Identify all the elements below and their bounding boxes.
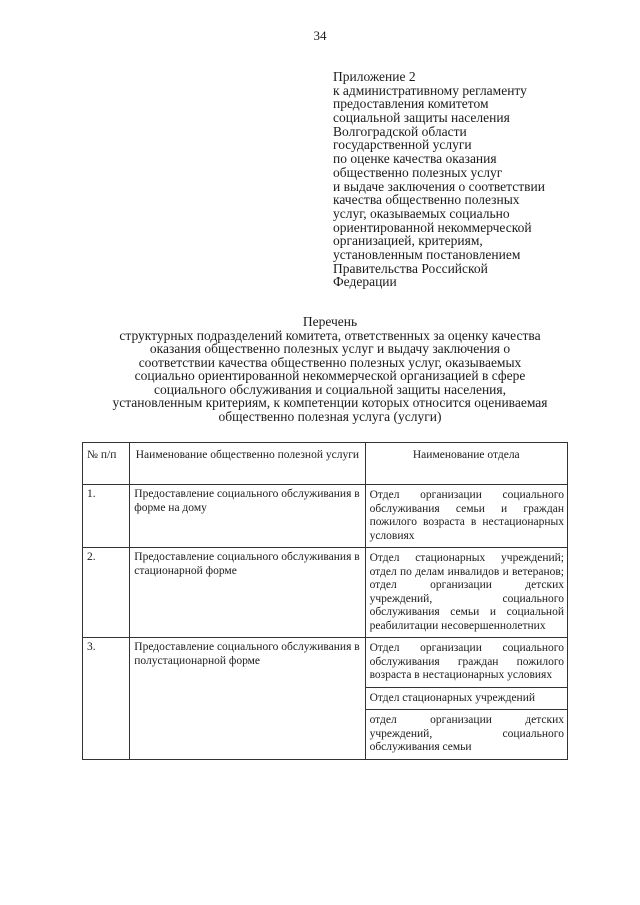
list-title — [0, 315, 640, 423]
header-num: № п/п — [83, 443, 130, 485]
title-line: социального обслуживания и социальной защиты населения, — [154, 381, 506, 397]
row-num: 1. — [83, 485, 130, 548]
page-number: 34 — [313, 28, 327, 43]
row-service: Предоставление социального обслуживания в полустационарной форме — [130, 638, 365, 760]
header-service: Наименование общественно полезной услуги — [130, 443, 365, 485]
appendix-line: ориентированной некоммерческой — [333, 219, 532, 235]
appendix-line: Волгоградской области — [333, 123, 467, 139]
services-table — [82, 442, 568, 760]
appendix-line: организацией, критериям, — [333, 233, 483, 249]
department-entry: Отдел организации социального обслуживания семьи и граждан пожилого возраста в нестационарных условиях — [369, 489, 564, 542]
row-departments — [365, 548, 567, 638]
title-line: социально ориентированной некоммерческой организацией в сфере — [134, 368, 526, 383]
row-service: Предоставление социального обслуживания в форме на дому — [130, 485, 365, 548]
table-row — [83, 548, 568, 638]
appendix-line: предоставления комитетом — [333, 96, 489, 112]
row-departments — [365, 638, 567, 760]
table-row — [83, 485, 568, 548]
appendix-line: к административному регламенту — [333, 82, 527, 98]
appendix-line: государственной услуги — [333, 137, 472, 153]
appendix-line: установленным постановлением — [333, 246, 521, 262]
appendix-line: социальной защиты населения — [333, 110, 510, 126]
title-line: оказания общественно полезных услуг и выдачу заключения о — [149, 341, 511, 356]
appendix-line: и выдаче заключения о соответствии — [333, 178, 545, 194]
department-entry: Отдел стационарных учреждений — [366, 687, 567, 710]
title-line: общественно полезная услуга (услуги) — [218, 408, 442, 424]
appendix-line: услуг, оказываемых социально — [333, 205, 510, 221]
title-line: Перечень — [302, 314, 358, 329]
appendix-line: общественно полезных услуг — [333, 164, 503, 180]
department-entry: отдел организации детских учреждений, социального обслуживания семьи — [366, 709, 567, 759]
row-num: 3. — [83, 638, 130, 760]
appendix-line: качества общественно полезных — [333, 192, 520, 208]
department-entry: Отдел организации социального обслуживания граждан пожилого возраста в нестационарных условиях — [369, 642, 564, 681]
row-service: Предоставление социального обслуживания в стационарной форме — [130, 548, 365, 638]
table-header-row — [83, 443, 568, 485]
appendix-line: Приложение 2 — [333, 69, 416, 84]
appendix-block — [333, 70, 593, 289]
title-line: соответствии качества общественно полезных услуг, оказываемых — [138, 354, 522, 370]
title-line: установленным критериям, к компетенции которых относится оцениваемая — [112, 395, 548, 410]
appendix-line: по оценке качества оказания — [333, 151, 497, 167]
appendix-line: Правительства Российской — [333, 260, 488, 276]
header-department: Наименование отдела — [365, 443, 567, 485]
row-departments — [365, 485, 567, 548]
title-line: структурных подразделений комитета, ответственных за оценку качества — [119, 327, 541, 343]
department-entry: Отдел стационарных учреждений; отдел по делам инвалидов и ветеранов; отдел организации детских учреждений, социального обслуживания семьи и социальной реабилитации несовершеннолетних — [369, 552, 564, 632]
appendix-line: Федерации — [333, 274, 397, 290]
row-num: 2. — [83, 548, 130, 638]
table-row — [83, 638, 568, 760]
